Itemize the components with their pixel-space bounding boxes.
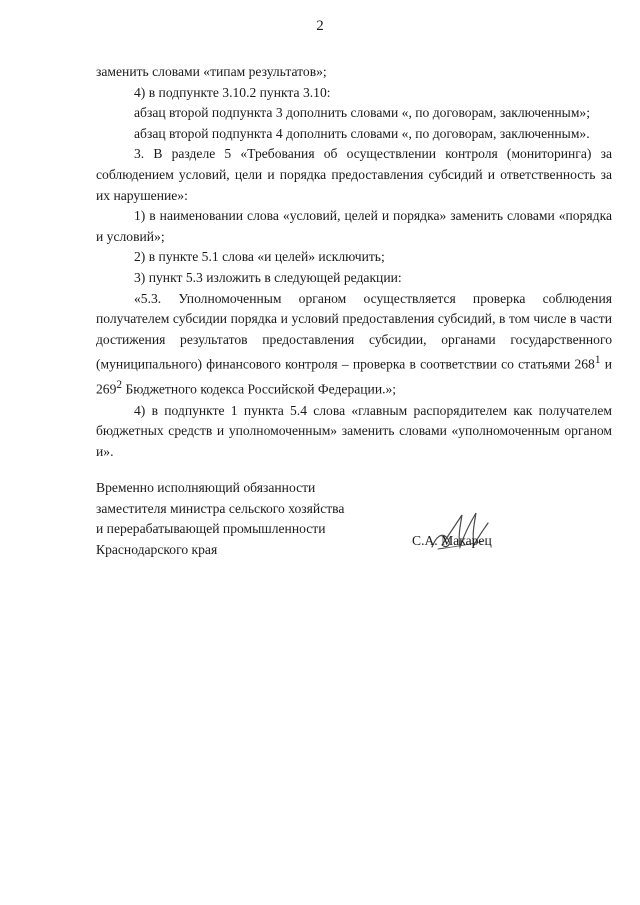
quote-text: и 269 [96,356,612,397]
quoted-clause-5-3 [96,289,612,401]
paragraph: абзац второй подпункта 4 дополнить словами «, по договорам, заключенным». [134,125,590,141]
signatory-title-line: Краснодарского края [96,541,218,557]
signatory-title [96,478,612,560]
quote-text: «5.3. Уполномоченным органом осуществляется проверка соблюдения получателем субсидии порядка и условий предоставления субсидий, в том числе в части достижения результатов предоставления субсидии, органами государственного (муниципального) финансового контроля – проверка в соответствии со статьями 268 [96,290,612,372]
paragraph: 3. В разделе 5 «Требования об осуществлении контроля (мониторинга) за соблюдением условий, цели и порядка предоставления субсидий и ответственность за их нарушение»: [96,146,612,203]
signatory-title-line: заместителя министра сельского хозяйства [96,500,345,516]
signer-name: С.А. Макарец [412,533,492,548]
paragraph: 2) в пункте 5.1 слова «и целей» исключить; [134,249,385,265]
paragraph: заменить словами «типам результатов»; [96,64,327,79]
paragraph: абзац второй подпункта 3 дополнить словами «, по договорам, заключенным»; [134,105,590,121]
paragraph: 4) в подпункте 1 пункта 5.4 слова «главным распорядителем как получателем бюджетных средств и уполномоченным» заменить словами «уполномоченным органом и». [96,402,612,459]
superscript: 2 [116,379,123,392]
signatory-title-line: и перерабатывающей промышленности [96,521,326,537]
page-number: 2 [316,18,324,34]
quote-text: Бюджетного кодекса Российской Федерации.»; [122,381,397,397]
paragraph: 3) пункт 5.3 изложить в следующей редакции: [134,269,402,285]
paragraph: 4) в подпункте 3.10.2 пункта 3.10: [134,84,331,100]
signatory-title-line: Временно исполняющий обязанности [96,480,316,495]
superscript: 1 [594,354,601,367]
document-body [96,62,612,462]
paragraph: 1) в наименовании слова «условий, целей и порядка» заменить словами «порядка и условий»; [96,208,612,244]
